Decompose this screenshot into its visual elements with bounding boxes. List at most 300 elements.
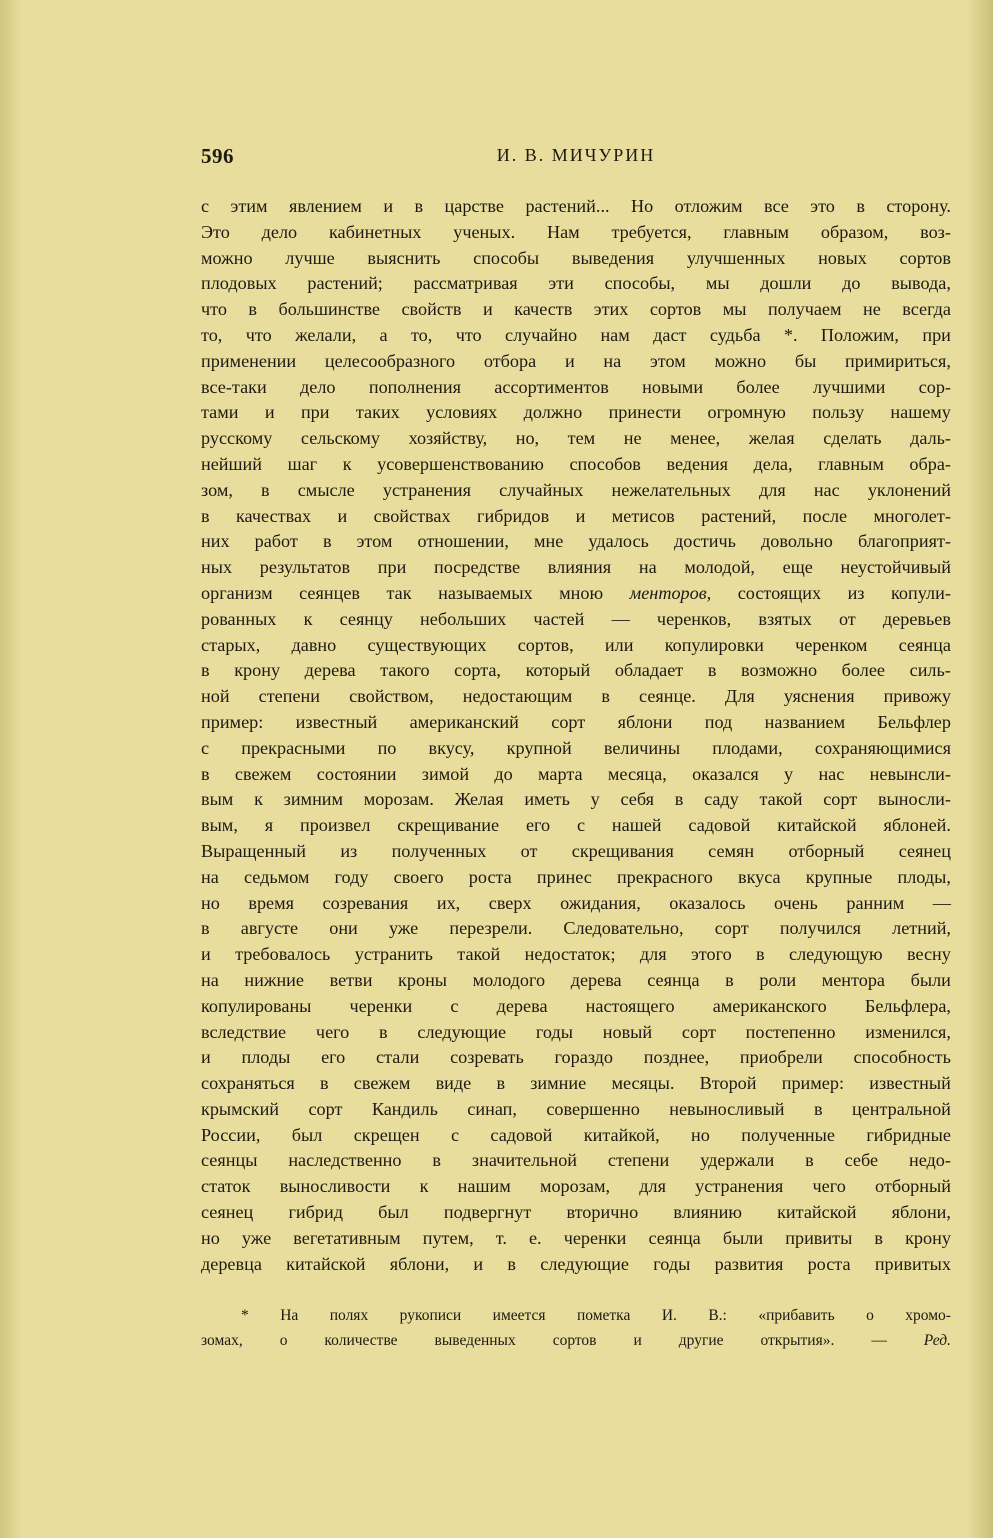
word: способы,	[604, 273, 676, 294]
word: нас	[813, 479, 840, 500]
word: для	[758, 479, 786, 500]
word: при	[377, 557, 407, 578]
word: в	[707, 660, 717, 681]
word: дерева	[496, 995, 548, 1016]
word: все	[763, 196, 789, 216]
text-line	[201, 478, 951, 504]
word: сельскому	[300, 428, 380, 449]
word: отложим	[674, 196, 743, 216]
word: отборный	[875, 1176, 951, 1197]
word: такой	[759, 789, 803, 810]
word: На	[280, 1307, 299, 1324]
word: благоприят-	[857, 531, 951, 552]
word: степени	[258, 686, 320, 707]
word: ранним	[846, 892, 905, 913]
word: чего	[812, 1176, 846, 1197]
word: при	[922, 324, 951, 345]
word: пользу	[812, 402, 865, 423]
word: невынсли-	[869, 763, 951, 784]
word: или	[604, 634, 634, 655]
word: сорт	[551, 711, 586, 732]
word: в	[874, 1227, 883, 1248]
word: вследствие	[201, 1021, 287, 1042]
word: молодого	[472, 969, 546, 990]
word: с	[450, 995, 459, 1016]
word: влиянию	[673, 1202, 742, 1223]
word: и	[337, 505, 348, 526]
word: применении	[201, 350, 297, 371]
word: но,	[515, 428, 540, 449]
word: вегетативным	[293, 1227, 401, 1248]
word: величины	[603, 737, 681, 758]
text-line	[201, 297, 951, 323]
word: копули-	[891, 582, 951, 603]
word: вым,	[201, 815, 238, 836]
word: еще	[782, 557, 813, 578]
word: тем	[567, 428, 596, 449]
word: состоянии	[316, 763, 397, 784]
word: сортов	[649, 299, 702, 320]
word: позднее,	[643, 1047, 710, 1068]
word: ных	[201, 557, 233, 578]
word: сорт	[681, 1021, 716, 1042]
word: мною	[559, 582, 604, 603]
word: Это	[201, 221, 230, 242]
word: в	[248, 299, 258, 320]
word: требовалось	[235, 944, 331, 965]
word: саду	[704, 789, 739, 810]
word: но	[691, 1124, 710, 1145]
word: у	[784, 763, 794, 784]
word: свойством,	[349, 686, 434, 707]
word: черенков,	[656, 608, 732, 629]
word: в	[201, 505, 210, 526]
word: вывода,	[891, 273, 951, 294]
word: имеется	[492, 1307, 546, 1324]
word: дело	[261, 221, 298, 242]
word: посредстве	[434, 557, 521, 578]
word: этих	[593, 299, 629, 320]
text-line	[201, 529, 951, 555]
word: перезрели.	[449, 918, 533, 939]
word: целесообразного	[324, 350, 456, 371]
word: и	[633, 1332, 642, 1349]
word: году	[334, 866, 369, 887]
word: гибрид	[288, 1202, 343, 1223]
word: произвел	[299, 815, 371, 836]
word: в	[496, 1073, 506, 1094]
word: пример:	[201, 711, 264, 732]
word: ожидания,	[560, 892, 641, 913]
text-line	[201, 607, 951, 633]
word: что	[455, 324, 482, 345]
word: сеянце.	[639, 686, 696, 707]
word: зимние	[530, 1073, 587, 1094]
word: сортов	[552, 1332, 597, 1349]
word: царстве	[444, 196, 504, 216]
word: скрещивание	[397, 815, 500, 836]
word: зомах,	[201, 1332, 243, 1349]
word: известный	[295, 711, 378, 732]
word: влияния	[547, 557, 612, 578]
word: России,	[201, 1124, 261, 1145]
word: гораздо	[554, 1047, 614, 1068]
word: время	[248, 892, 294, 913]
word: на	[201, 866, 219, 887]
text-line	[201, 1045, 951, 1071]
word: сохраняющимися	[814, 737, 951, 758]
word: то,	[201, 324, 223, 345]
word: пометка	[576, 1307, 631, 1324]
word: американский	[409, 711, 519, 732]
word: плодами,	[712, 737, 783, 758]
text-line	[201, 762, 951, 788]
word: и	[264, 402, 275, 423]
word: августе	[240, 918, 299, 939]
text-line	[201, 736, 951, 762]
word: сорта,	[454, 660, 501, 681]
text-line	[201, 426, 951, 452]
word: яблони,	[389, 1253, 450, 1274]
word: роли	[759, 969, 797, 990]
text-line	[201, 1226, 951, 1252]
running-head	[201, 144, 951, 170]
text-line	[201, 968, 951, 994]
word: даль-	[910, 428, 951, 449]
word: следующую	[789, 944, 883, 965]
word: при	[300, 402, 330, 423]
word: плоды,	[897, 866, 951, 887]
word: годы	[535, 1021, 573, 1042]
text-line	[201, 375, 951, 401]
word: годы	[653, 1253, 691, 1274]
word: зимним	[283, 789, 344, 810]
word: нам	[600, 324, 630, 345]
word: «прибавить	[758, 1307, 835, 1324]
word: неустойчивый	[840, 557, 951, 578]
word: частей	[533, 608, 585, 629]
word: образом,	[820, 221, 889, 242]
word: в	[201, 918, 210, 939]
word: этом	[649, 350, 686, 371]
word: черенки	[349, 995, 413, 1016]
word: для	[639, 944, 667, 965]
word: а	[379, 324, 388, 345]
word: ассортиментов	[494, 376, 609, 397]
word: от	[838, 608, 856, 629]
text-line	[201, 787, 951, 813]
word: удержали	[700, 1150, 775, 1171]
word: привиты	[785, 1227, 853, 1248]
word: марта	[538, 763, 583, 784]
word: вым	[201, 789, 234, 810]
text-line	[201, 916, 951, 942]
footnote-line	[201, 1303, 951, 1328]
word: работ	[254, 531, 298, 552]
word: под	[704, 711, 733, 732]
word: себя	[620, 789, 654, 810]
word: Выращенный	[201, 840, 307, 861]
word: новый	[602, 1021, 653, 1042]
word: всегда	[902, 299, 951, 320]
word: е.	[528, 1227, 542, 1248]
word: таких	[355, 402, 400, 423]
text-line	[201, 813, 951, 839]
word: дерева	[304, 660, 356, 681]
word: И.	[661, 1307, 677, 1324]
text-line	[201, 271, 951, 297]
word: сорт	[308, 1098, 343, 1119]
word: недостающим	[462, 686, 573, 707]
word: себе	[844, 1150, 879, 1171]
text-line	[201, 504, 951, 530]
word: чего	[315, 1021, 350, 1042]
word: оказался	[692, 763, 759, 784]
word: условиях	[426, 402, 498, 423]
word: давно	[291, 634, 337, 655]
word: русскому	[201, 428, 273, 449]
word: так	[386, 582, 412, 603]
word: были	[722, 1227, 764, 1248]
text-line	[201, 942, 951, 968]
word: воз-	[920, 221, 951, 242]
word: нейший	[201, 453, 263, 474]
word: семян	[708, 840, 755, 861]
word: названием	[764, 711, 846, 732]
word: уже	[388, 918, 419, 939]
text-line	[201, 400, 951, 426]
word: *	[241, 1307, 249, 1324]
word: в	[379, 1021, 388, 1042]
word: сортов	[899, 247, 951, 268]
word: —	[611, 608, 630, 629]
word: садовой	[490, 1124, 553, 1145]
word: в	[725, 969, 734, 990]
text-line	[201, 839, 951, 865]
word: был	[291, 1124, 323, 1145]
word: желали,	[295, 324, 357, 345]
word: сохраняться	[201, 1073, 295, 1094]
word: не	[623, 428, 642, 449]
word: мы	[722, 299, 747, 320]
word: роста	[807, 1253, 851, 1274]
word: Для	[724, 686, 755, 707]
word: пополнения	[368, 376, 461, 397]
word: свойствах	[373, 505, 451, 526]
word: обра-	[909, 453, 951, 474]
text-line	[201, 1097, 951, 1123]
word: дела,	[753, 453, 793, 474]
word: растений,	[701, 505, 777, 526]
word: прекрасными	[241, 737, 346, 758]
word: дело	[300, 376, 336, 397]
word: способность	[853, 1047, 951, 1068]
word: достичь	[673, 531, 736, 552]
word: яблони,	[891, 1202, 951, 1223]
word: качеств	[514, 299, 573, 320]
text-line	[201, 633, 951, 659]
word: сор-	[918, 376, 951, 397]
word: то,	[410, 324, 433, 345]
word: усовершенствованию	[377, 453, 544, 474]
word: этом	[356, 531, 393, 552]
word: Кандиль	[371, 1098, 438, 1119]
word: сторону.	[886, 196, 951, 216]
word: я	[264, 815, 274, 836]
word: но	[201, 1227, 220, 1248]
word: можно	[714, 350, 767, 371]
word: оказалось	[669, 892, 746, 913]
word: подвергнут	[443, 1202, 532, 1223]
word: китайской	[777, 1202, 857, 1223]
word: совершенно	[546, 1098, 640, 1119]
word: способов	[569, 453, 641, 474]
word: но	[201, 892, 220, 913]
word: после	[802, 505, 848, 526]
text-line	[201, 452, 951, 478]
word: скрещивания	[571, 840, 674, 861]
word: довольно	[761, 531, 833, 552]
word: сеянец	[201, 1202, 254, 1223]
word: принести	[608, 402, 682, 423]
word: до	[494, 763, 513, 784]
word: своего	[393, 866, 444, 887]
word: тами	[201, 402, 239, 423]
word: ментора	[821, 969, 886, 990]
word: статок	[201, 1176, 251, 1197]
word: отборный	[788, 840, 865, 861]
word: с	[201, 737, 210, 758]
word: нежелательных	[611, 479, 731, 500]
word: в	[601, 686, 610, 707]
word: существующих	[367, 634, 487, 655]
word: и	[482, 299, 493, 320]
word: судьба	[709, 324, 761, 345]
word: ведения	[666, 453, 728, 474]
word: Нам	[546, 221, 580, 242]
word: следующие	[417, 1021, 507, 1042]
word: вкуса	[738, 866, 781, 887]
word: силь-	[909, 660, 951, 681]
word: устранения	[382, 479, 472, 500]
word: о	[866, 1307, 874, 1324]
word: шаг	[287, 453, 318, 474]
word: по	[377, 737, 397, 758]
word: крупной	[506, 737, 572, 758]
word: бы	[794, 350, 817, 371]
word: который	[525, 660, 591, 681]
word: стали	[376, 1047, 420, 1068]
word: зом,	[201, 479, 233, 500]
word: значительной	[471, 1150, 578, 1171]
word: рованных	[201, 608, 277, 629]
word: привожу	[883, 686, 951, 707]
word: в	[674, 789, 684, 810]
word: рукописи	[399, 1307, 462, 1324]
word: молодой,	[684, 557, 755, 578]
word: вкусу,	[428, 737, 475, 758]
word: свежем	[234, 763, 292, 784]
word: крупные	[805, 866, 873, 887]
text-line	[201, 1252, 951, 1278]
word: это	[810, 196, 835, 216]
word: можно	[201, 247, 253, 268]
word: мы	[705, 273, 730, 294]
word: дошли	[760, 273, 812, 294]
word: принес	[536, 866, 592, 887]
word: и	[575, 505, 586, 526]
word: ной	[201, 686, 230, 707]
word: степени	[607, 1150, 670, 1171]
word: следующие	[540, 1253, 629, 1274]
word: месяца,	[607, 763, 667, 784]
word: более	[736, 376, 780, 397]
word: крону	[234, 660, 281, 681]
word: к	[303, 608, 313, 629]
word: ветви	[329, 969, 373, 990]
word: обладает	[614, 660, 684, 681]
word: очень	[773, 892, 818, 913]
word: уже	[241, 1227, 272, 1248]
word: седьмом	[243, 866, 310, 887]
word: хромо-	[905, 1307, 951, 1324]
word: из	[340, 840, 358, 861]
word: для	[639, 1176, 666, 1197]
word: главным	[818, 453, 884, 474]
word: Второй	[699, 1073, 757, 1094]
word: все-таки	[201, 376, 267, 397]
word: нас	[818, 763, 845, 784]
word: плодовых	[201, 273, 277, 294]
word: нашему	[890, 402, 951, 423]
word: т.	[495, 1227, 507, 1248]
word: Следовательно,	[563, 918, 684, 939]
word: созревать	[450, 1047, 524, 1068]
word: открытия».	[760, 1332, 835, 1349]
word: черенки	[563, 1227, 627, 1248]
word: эти	[548, 273, 574, 294]
word: яблони	[617, 711, 673, 732]
word: этого	[690, 944, 732, 965]
word: его	[321, 1047, 346, 1068]
word: к	[342, 453, 352, 474]
word: качествах	[236, 505, 312, 526]
word: В.:	[708, 1307, 727, 1324]
word: Бельфлер	[877, 711, 951, 732]
word: копулированы	[201, 995, 312, 1016]
word: полях	[329, 1307, 369, 1324]
word: хозяйству,	[408, 428, 488, 449]
word: свойств	[401, 299, 462, 320]
word: устранить	[354, 944, 433, 965]
word: новыми	[642, 376, 704, 397]
running-head-author: И. В. МИЧУРИН	[496, 145, 656, 165]
word: на	[201, 969, 219, 990]
word: вторично	[566, 1202, 639, 1223]
word: выведения	[571, 247, 655, 268]
word: улучшенных	[686, 247, 786, 268]
word: нашей	[611, 815, 662, 836]
word: организм	[201, 582, 273, 603]
word: более	[841, 660, 886, 681]
word: явлением	[288, 196, 362, 216]
word: такого	[380, 660, 430, 681]
word: огромную	[707, 402, 786, 423]
text-line	[201, 349, 951, 375]
word: этим	[230, 196, 268, 216]
word: развития	[714, 1253, 784, 1274]
word: известный	[869, 1073, 951, 1094]
